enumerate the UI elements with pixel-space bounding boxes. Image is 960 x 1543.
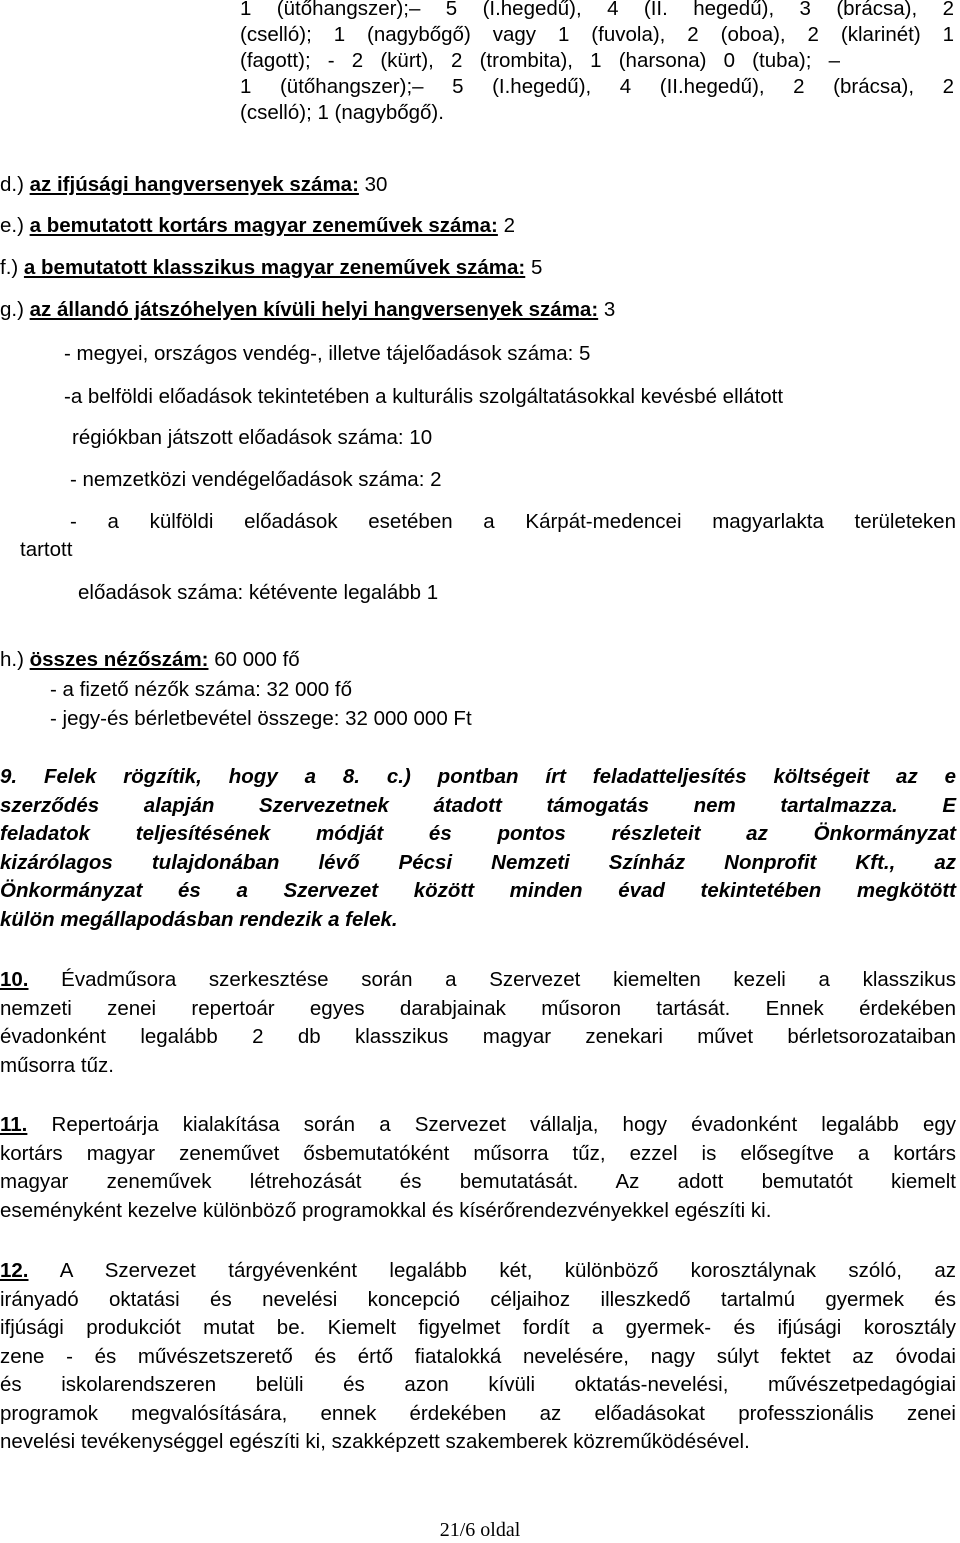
- item-prefix: g.): [0, 298, 30, 321]
- text-run: Évadműsora szerkesztése során a Szervezet kiemelten kezeli a klasszikus: [28, 968, 956, 991]
- text-line: ifjúsági produkciót mutat be. Kiemelt figyelmet fordít a gyermek- és ifjúsági korosztály: [0, 1316, 956, 1339]
- item-value: 5: [525, 256, 543, 279]
- g-sub-1: - megyei, országos vendég-, illetve tájelőadások száma: 5: [64, 342, 591, 365]
- text-line: irányadó oktatási és nevelési koncepció céljaihoz illeszkedő tartalmú gyermek és: [0, 1287, 956, 1311]
- g-sub-2b: régiókban játszott előadások száma: 10: [72, 426, 433, 449]
- item-h: [0, 648, 300, 672]
- paragraph-11: [0, 1111, 956, 1225]
- item-label: a bemutatott kortárs magyar zeneművek száma:: [29, 214, 498, 237]
- text-line: külön megállapodásban rendezik a felek.: [0, 907, 398, 931]
- item-label: az állandó játszóhelyen kívüli helyi hangversenyek száma:: [29, 298, 599, 321]
- item-label: a bemutatott klasszikus magyar zeneművek száma:: [23, 256, 526, 279]
- text-line: évadonként legalább 2 db klasszikus magyar zenekari művet bérletsorozataiban: [0, 1025, 956, 1048]
- paragraph-number: 11.: [0, 1113, 28, 1136]
- g-sub-4a: - a külföldi előadások esetében a Kárpát-medencei magyarlakta területeken: [70, 510, 956, 533]
- text-line: nemzeti zenei repertoár egyes darabjainak műsoron tartását. Ennek érdekében: [0, 996, 956, 1020]
- text-line: [0, 966, 956, 995]
- text-line: feladatok teljesítésének módját és pontos részleteit az Önkormányzat: [0, 822, 956, 845]
- text-line: 9. Felek rögzítik, hogy a 8. c.) pontban írt feladatteljesítés költségeit az e: [0, 765, 956, 788]
- paragraph-10: [0, 966, 956, 1080]
- text-line: műsorra tűz.: [0, 1053, 114, 1077]
- item-prefix: e.): [0, 214, 30, 237]
- orchestra-lineup-block: [240, 0, 954, 126]
- paragraph-number: 12.: [0, 1259, 29, 1282]
- text-line: kizárólagos tulajdonában lévő Pécsi Nemzeti Színház Nonprofit Kft., az: [0, 850, 956, 874]
- g-sub-4c: előadások száma: kétévente legalább 1: [78, 581, 439, 604]
- item-f: [0, 256, 542, 280]
- item-prefix: f.): [0, 256, 24, 279]
- page-number: 21/6 oldal: [439, 1519, 521, 1541]
- h-sub-2: - jegy-és bérletbevétel összege: 32 000 000 Ft: [50, 707, 472, 730]
- text-line: 1 (ütőhangszer);– 5 (I.hegedű), 4 (II. hegedű), 3 (brácsa), 2: [240, 0, 954, 20]
- g-sub-3: - nemzetközi vendégelőadások száma: 2: [70, 468, 442, 491]
- text-run: Repertoárja kialakítása során a Szervezet vállalja, hogy évadonként legalább egy: [27, 1113, 956, 1136]
- text-run: A Szervezet tárgyévenként legalább két, különböző korosztálynak szóló, az: [28, 1259, 956, 1282]
- item-g: [0, 298, 615, 322]
- item-label: összes nézőszám:: [29, 648, 209, 671]
- h-sub-1: - a fizető nézők száma: 32 000 fő: [50, 678, 352, 701]
- text-line: és iskolarendszeren belüli és azon kívüli oktatás-nevelési, művészetpedagógiai: [0, 1373, 956, 1396]
- item-value: 60 000 fő: [208, 648, 300, 671]
- text-line: programok megvalósítására, ennek érdekében az előadásokat professzionális zenei: [0, 1401, 956, 1425]
- text-line: szerződés alapján Szervezetnek átadott támogatás nem tartalmazza. E: [0, 793, 956, 817]
- paragraph-9: [0, 763, 956, 934]
- item-d: [0, 173, 387, 197]
- item-label: az ifjúsági hangversenyek száma:: [29, 173, 359, 196]
- item-value: 2: [497, 214, 515, 237]
- item-e: [0, 214, 515, 238]
- item-prefix: d.): [0, 173, 30, 196]
- text-line: 1 (ütőhangszer);– 5 (I.hegedű), 4 (II.hegedű), 2 (brácsa), 2: [240, 75, 954, 98]
- item-value: 30: [358, 173, 388, 196]
- text-line: zene - és művészetszerető és értő fiatalokká nevelésére, nagy súlyt fektet az óvodai: [0, 1344, 956, 1368]
- g-sub-4b: tartott: [20, 538, 73, 561]
- text-line: [0, 1257, 956, 1286]
- paragraph-12: [0, 1257, 956, 1457]
- g-sub-2a: -a belföldi előadások tekintetében a kulturális szolgáltatásokkal kevésbé ellátott: [64, 385, 784, 408]
- text-line: [0, 1111, 956, 1140]
- text-line: kortárs magyar zeneművet ősbemutatóként műsorra tűz, ezzel is elősegítve a kortárs: [0, 1141, 956, 1165]
- text-line: eseményként kezelve különböző programokkal és kísérőrendezvényekkel egészíti ki.: [0, 1198, 772, 1222]
- text-line: magyar zeneművek létrehozását és bemutatását. Az adott bemutatót kiemelt: [0, 1170, 956, 1193]
- text-line: nevelési tevékenységgel egészíti ki, szakképzett szakemberek közreműködésével.: [0, 1430, 750, 1453]
- text-line: Önkormányzat és a Szervezet között minden évad tekintetében megkötött: [0, 879, 956, 902]
- text-line: (cselló); 1 (nagybőgő).: [240, 101, 444, 124]
- item-prefix: h.): [0, 648, 30, 671]
- paragraph-number: 10.: [0, 968, 29, 991]
- text-line: (cselló); 1 (nagybőgő) vagy 1 (fuvola), 2 (oboa), 2 (klarinét) 1: [240, 23, 954, 46]
- item-value: 3: [598, 298, 616, 321]
- text-line: (fagott); - 2 (kürt), 2 (trombita), 1 (harsona) 0 (tuba); –: [240, 49, 840, 72]
